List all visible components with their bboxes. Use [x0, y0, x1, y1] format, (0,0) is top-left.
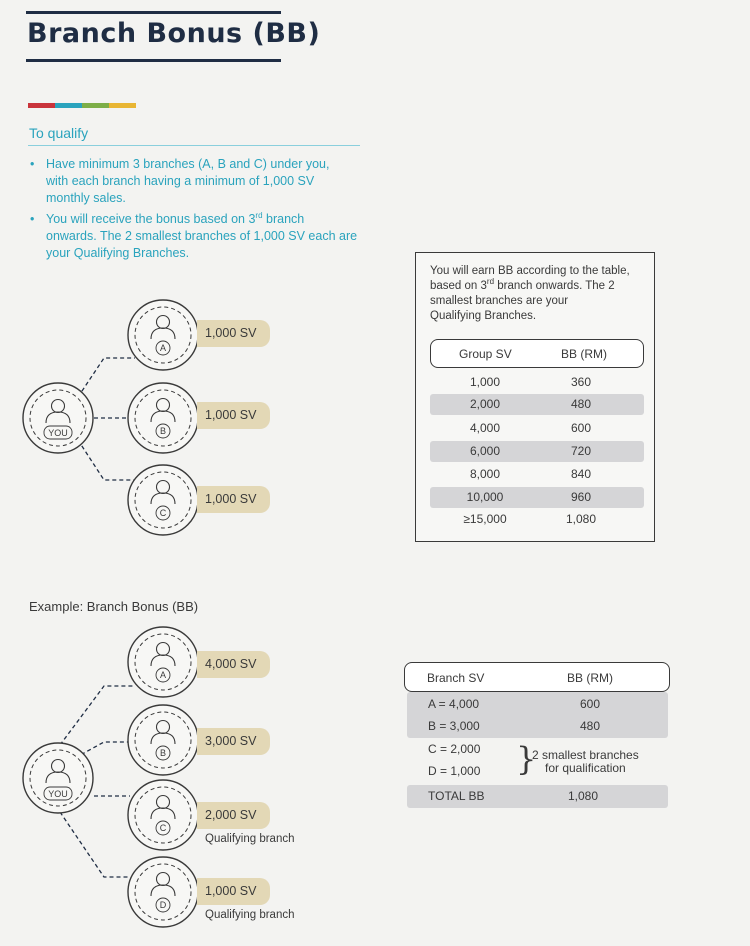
info-line-1: You will earn BB according to the table, — [430, 265, 630, 277]
tree1-sv-b: 1,000 SV — [197, 402, 270, 429]
tree2-node-c — [128, 780, 198, 850]
info-line-3: smallest branches are your — [430, 295, 569, 307]
tree1-node-a — [128, 300, 198, 370]
example-bb-a: 600 — [580, 697, 601, 711]
example-title: Example: Branch Bonus (BB) — [29, 599, 199, 614]
total-bb-label: TOTAL BB — [428, 789, 485, 803]
rate-row — [430, 372, 644, 393]
tree2-sv-d: 1,000 SV — [197, 878, 270, 905]
qualifying-label-c: Qualifying branch — [205, 833, 295, 845]
note-line-1: 2 smallest branches — [532, 748, 639, 762]
rate-bb: 1,080 — [565, 512, 597, 526]
rate-row — [430, 394, 644, 415]
rate-header-group-sv: Group SV — [459, 347, 512, 361]
example-branch-d: D = 1,000 — [428, 764, 481, 778]
total-bb-value: 1,080 — [568, 789, 599, 803]
example-branch-c: C = 2,000 — [428, 742, 481, 756]
rate-bb: 840 — [570, 467, 592, 481]
bullet-2-line-1b: branch — [262, 212, 305, 226]
tree2-node-a-label: A — [159, 670, 167, 680]
rate-table-header — [430, 339, 644, 368]
tree1-node-c — [128, 465, 198, 535]
tree2-sv-b: 3,000 SV — [197, 728, 270, 755]
rate-group-sv: ≥15,000 — [463, 512, 507, 526]
bullet-1-line-1: Have minimum 3 branches (A, B and C) under you, — [46, 157, 330, 171]
rate-row — [430, 418, 644, 439]
rate-group-sv: 1,000 — [469, 375, 501, 389]
example-header-branch-sv: Branch SV — [427, 671, 485, 685]
bullet-2-line-1a: You will receive the bonus based on 3 — [46, 212, 256, 226]
rate-group-sv: 2,000 — [469, 397, 501, 411]
connector-you-to-a — [78, 358, 135, 397]
rate-row — [430, 509, 644, 530]
bb-rate-description — [430, 264, 652, 324]
tree1-you-node — [23, 383, 93, 453]
tree1-node-b — [128, 383, 198, 453]
tree1-sv-c: 1,000 SV — [197, 486, 270, 513]
brace-icon: } — [516, 740, 537, 778]
tree2-you-node — [23, 743, 93, 813]
rate-bb: 600 — [570, 421, 592, 435]
rate-bb: 480 — [570, 397, 592, 411]
rate-bb: 960 — [570, 490, 592, 504]
bullet-1-line-2: with each branch having a minimum of 1,000 SV — [46, 174, 315, 188]
example-branch-b: B = 3,000 — [428, 719, 480, 733]
rate-row — [430, 487, 644, 508]
tree2-sv-c: 2,000 SV — [197, 802, 270, 829]
tree2-node-b — [128, 705, 198, 775]
example-table-header — [404, 662, 670, 692]
tree1-node-a-label: A — [159, 343, 167, 353]
qualify-bullet-1: • Have minimum 3 branches (A, B and C) under you, with each branch having a minimum of 1,000 SV monthly sales. — [30, 157, 330, 205]
rate-group-sv: 8,000 — [469, 467, 501, 481]
rate-header-bb: BB (RM) — [561, 347, 607, 361]
bullet-2-line-3: your Qualifying Branches. — [46, 246, 190, 260]
rate-group-sv: 10,000 — [466, 490, 504, 504]
tree1-sv-a: 1,000 SV — [197, 320, 270, 347]
bullet-2-line-2: onwards. The 2 smallest branches of 1,000 SV each are — [46, 229, 358, 243]
rate-group-sv: 4,000 — [469, 421, 501, 435]
info-line-2b: branch onwards. The 2 — [494, 280, 615, 292]
rate-row — [430, 464, 644, 485]
tree1-node-c-label: C — [159, 508, 167, 518]
connector2-you-to-a — [60, 686, 135, 745]
qualifying-label-d: Qualifying branch — [205, 909, 295, 921]
example-branch-a: A = 4,000 — [428, 697, 480, 711]
tree1-node-b-label: B — [159, 426, 167, 436]
bullet-1-line-3: monthly sales. — [46, 191, 126, 205]
tree2-you-label: YOU — [48, 789, 68, 799]
tree2-node-c-label: C — [159, 823, 167, 833]
tree2-node-a — [128, 627, 198, 697]
tree2-node-b-label: B — [159, 748, 167, 758]
info-line-2a: based on 3 — [430, 280, 487, 292]
tree2-node-d-label: D — [159, 900, 167, 910]
tree2-sv-a: 4,000 SV — [197, 651, 270, 678]
connector2-you-to-d — [60, 812, 130, 877]
qualification-note — [532, 749, 639, 775]
bullet-2-superscript: rd — [255, 210, 263, 220]
rate-row — [430, 441, 644, 462]
tree1-you-label: YOU — [48, 428, 68, 438]
qualify-heading: To qualify — [29, 125, 89, 141]
tree2-node-d — [128, 857, 198, 927]
info-superscript: rd — [486, 277, 495, 287]
rate-bb: 360 — [570, 375, 592, 389]
example-header-bb: BB (RM) — [567, 671, 613, 685]
page-title: Branch Bonus (BB) — [27, 18, 321, 49]
qualify-bullet-2: • You will receive the bonus based on 3rd branch onwards. The 2 smallest branches of 1,000 SV each are your Qualifying Branches. — [30, 210, 358, 260]
note-line-2: for qualification — [545, 761, 626, 775]
info-line-4: Qualifying Branches. — [430, 310, 537, 322]
rate-bb: 720 — [570, 444, 592, 458]
rate-group-sv: 6,000 — [469, 444, 501, 458]
example-bb-b: 480 — [580, 719, 601, 733]
connector-you-to-c — [78, 440, 135, 480]
